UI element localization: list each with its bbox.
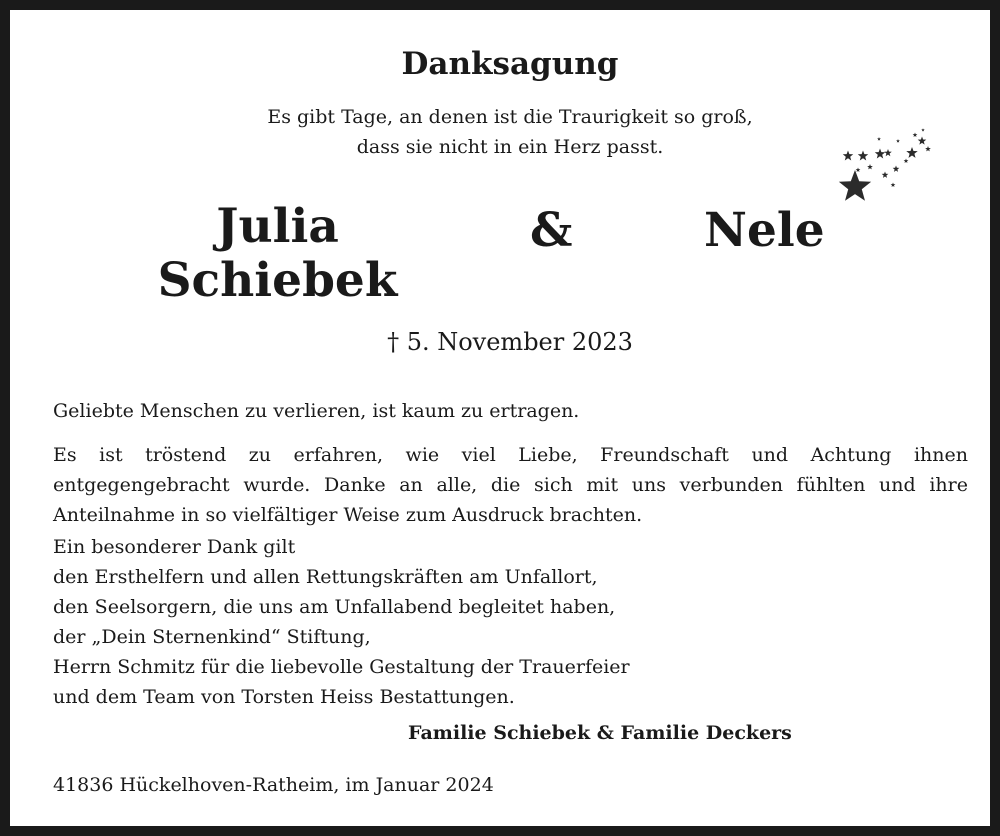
thanks-line: den Ersthelfern und allen Rettungskräften am Unfallort, [53, 566, 598, 588]
star-icon [882, 172, 889, 178]
star-icon [893, 166, 900, 172]
star-icon [896, 139, 900, 143]
name-one-last: Schiebek [157, 253, 398, 308]
star-icon [904, 159, 909, 164]
quote-line: Es gibt Tage, an denen ist die Traurigkeit so groß, [267, 106, 753, 128]
name-one [140, 200, 415, 308]
star-icon [884, 149, 892, 156]
thanks-line: der „Dein Sternenkind“ Stiftung, [53, 626, 371, 648]
star-icon [906, 147, 917, 158]
stars-group [839, 128, 931, 201]
thanks-line: Herrn Schmitz für die liebevolle Gestaltung der Trauerfeier [53, 656, 630, 678]
name-one-first: Julia [216, 199, 339, 254]
star-icon [877, 137, 881, 141]
star-icon [867, 164, 873, 169]
thanks-line: Ein besonderer Dank gilt [53, 536, 296, 558]
star-icon [918, 137, 927, 145]
thanks-list [53, 532, 968, 712]
star-icon [925, 146, 931, 151]
star-icon [913, 133, 918, 138]
death-date: † 5. November 2023 [387, 328, 633, 356]
thanks-line: den Seelsorgern, die uns am Unfallabend begleitet haben, [53, 596, 616, 618]
star-icon [875, 149, 885, 159]
name-two: Nele [704, 203, 825, 258]
star-icon [921, 128, 924, 131]
star-icon [858, 151, 868, 161]
paragraph-one: Geliebte Menschen zu verlieren, ist kaum zu ertragen. [53, 400, 580, 422]
heading: Danksagung [401, 46, 619, 82]
quote-line: dass sie nicht in ein Herz passt. [356, 136, 664, 158]
ampersand: & [530, 203, 573, 258]
star-icon [839, 170, 871, 201]
thanks-line: und dem Team von Torsten Heiss Bestattungen. [53, 686, 515, 708]
star-icon [843, 151, 853, 161]
star-icon [891, 183, 896, 188]
paragraph-two: Es ist tröstend zu erfahren, wie viel Liebe, Freundschaft und Achtung ihnen entgegengebracht wurde. Danke an alle, die sich mit uns verbunden fühlten und ihre Anteilnahme in so vielfältiger Weise zum Ausdruck brachten. [53, 444, 968, 526]
star-icon [856, 168, 861, 173]
stars-icon [836, 127, 936, 207]
place-date: 41836 Hückelhoven-Ratheim, im Januar 2024 [53, 774, 494, 796]
signature: Familie Schiebek & Familie Deckers [408, 722, 792, 744]
